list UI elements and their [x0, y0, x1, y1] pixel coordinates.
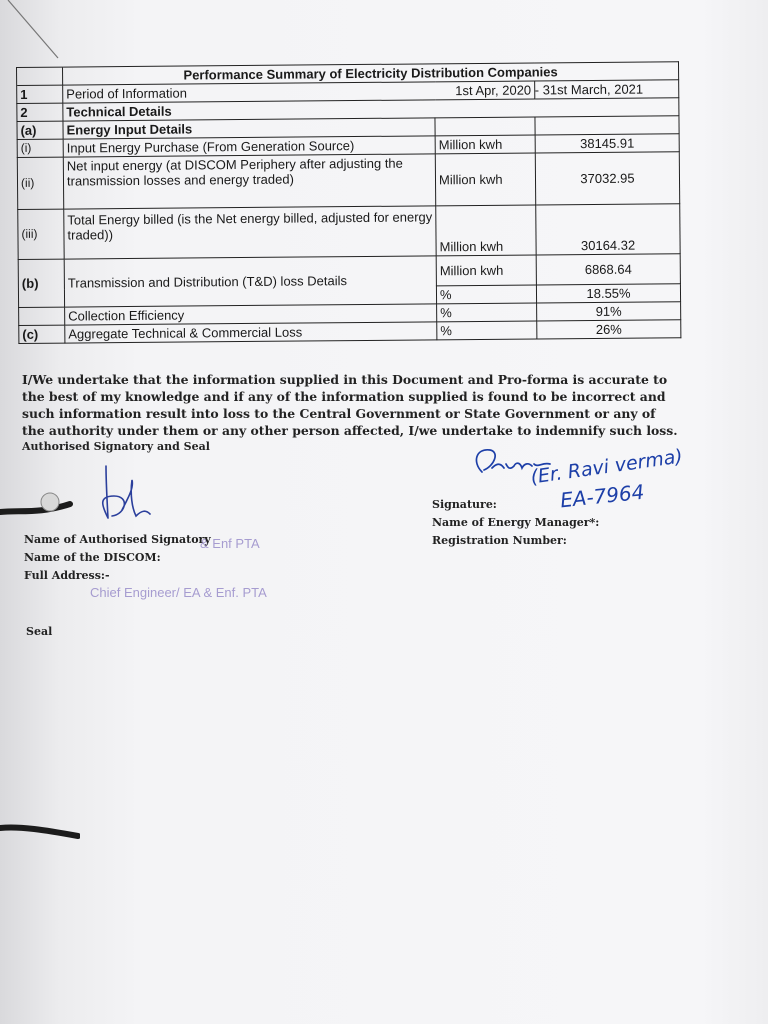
row-index: 2: [17, 103, 63, 121]
row-index: (c): [19, 325, 65, 343]
row-value: 6868.64: [536, 254, 680, 285]
row-index: (i): [17, 139, 63, 157]
row-unit: Million kwh: [436, 205, 536, 256]
row-label: Collection Efficiency: [65, 304, 437, 325]
row-unit: Million kwh: [436, 255, 536, 286]
table-title: Performance Summary of Electricity Distribution Companies: [63, 62, 679, 85]
period-value: 1st Apr, 2020 - 31st March, 2021: [535, 80, 679, 99]
row-unit: Million kwh: [435, 153, 535, 206]
table-row: [17, 152, 679, 210]
discom-name-label: Name of the DISCOM:: [24, 551, 161, 564]
row-label: Period of Information: [63, 81, 535, 103]
row-unit: Million kwh: [435, 135, 535, 154]
row-value: 18.55%: [536, 284, 680, 303]
binding-thread-top: [0, 486, 80, 522]
table-row: [18, 204, 680, 260]
row-unit: %: [437, 321, 537, 340]
full-address-label: Full Address:-: [24, 569, 110, 582]
row-label: Input Energy Purchase (From Generation Source): [63, 136, 435, 157]
row-value: 37032.95: [535, 152, 679, 205]
seal-label: Seal: [26, 625, 53, 638]
row-label: Aggregate Technical & Commercial Loss: [65, 322, 437, 343]
energy-manager-name-label: Name of Energy Manager*:: [432, 516, 600, 529]
signature-label: Signature:: [432, 498, 497, 511]
row-label: Energy Input Details: [63, 118, 435, 139]
authorised-signature: [92, 460, 162, 524]
binding-thread-bottom: [0, 816, 80, 846]
stamp-text-1: & Enf PTA: [200, 536, 260, 551]
row-label: Technical Details: [63, 98, 679, 121]
row-label: Net input energy (at DISCOM Periphery after adjusting the transmission losses and energy traded): [63, 154, 435, 209]
handwritten-registration: EA-7964: [558, 479, 646, 513]
row-index: (ii): [17, 157, 63, 209]
row-value: 91%: [537, 302, 681, 321]
row-index: 1: [17, 85, 63, 103]
row-unit: %: [436, 285, 536, 304]
row-index: (a): [17, 121, 63, 139]
performance-summary-table: [16, 61, 681, 344]
registration-number-label: Registration Number:: [432, 534, 567, 547]
handwritten-manager-name: (Er. Ravi verma): [529, 445, 685, 489]
row-value: 38145.91: [535, 134, 679, 153]
stamp-text-2: Chief Engineer/ EA & Enf. PTA: [90, 585, 267, 600]
authorised-signatory-name-label: Name of Authorised Signatory: [24, 533, 211, 546]
row-label: Total Energy billed (is the Net energy billed, adjusted for energy traded)): [64, 206, 436, 259]
row-label: Transmission and Distribution (T&D) loss Details: [64, 256, 436, 307]
row-value: 26%: [537, 320, 681, 339]
row-index: (iii): [18, 209, 64, 259]
row-index: (b): [18, 259, 64, 307]
row-unit: %: [437, 303, 537, 322]
declaration-text: I/We undertake that the information supplied in this Document and Pro-forma is accurate to the best of my knowledge and if any of the information supplied is found to be incorrect and such information result into loss to the Central Government or State Government or any of the authority under them or any other person affected, I/we undertake to indemnify such loss.: [22, 372, 678, 438]
row-value: 30164.32: [536, 204, 680, 255]
signatory-seal-label: Authorised Signatory and Seal: [22, 440, 210, 453]
